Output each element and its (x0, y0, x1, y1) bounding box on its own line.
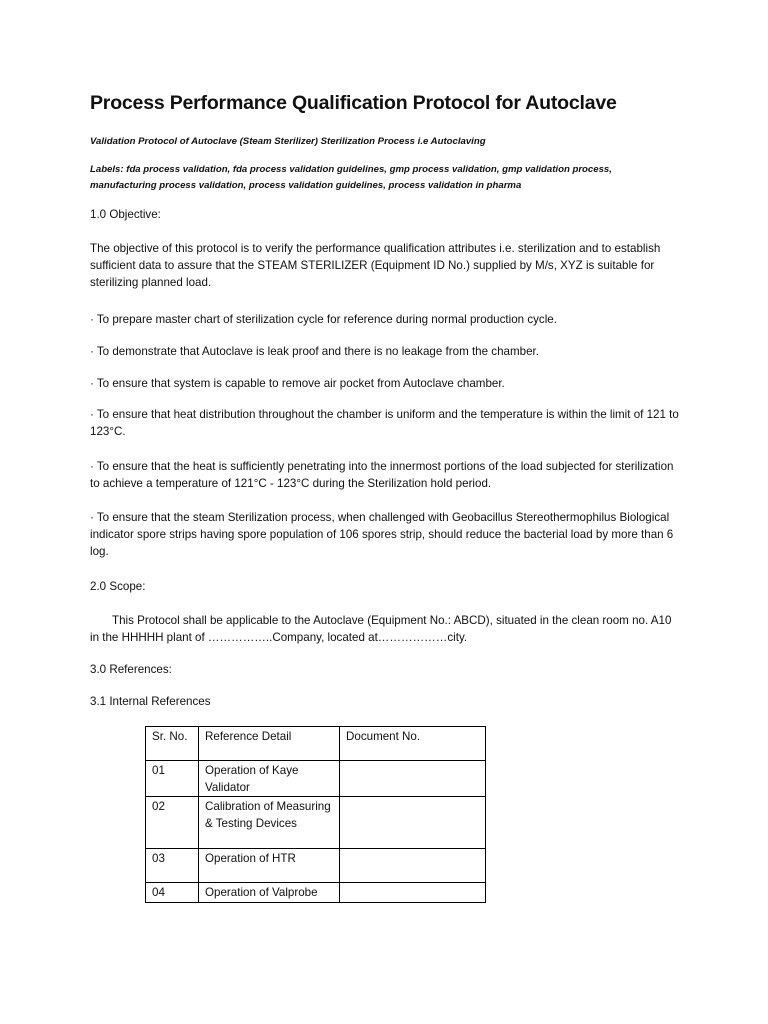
cell-document-no (340, 761, 486, 797)
header-sr-no: Sr. No. (146, 727, 199, 761)
objective-bullet-6: · To ensure that the steam Sterilization process, when challenged with Geobacillus Stereothermophilus Biological indicator spore strips having spore population of 106 spores strip, should reduce the bacterial load by more than 6 log. (90, 511, 674, 558)
cell-reference-detail: Operation of Valprobe (199, 883, 340, 903)
cell-reference-detail: Calibration of Measuring & Testing Devices (199, 797, 340, 849)
cell-document-no (340, 849, 486, 883)
objective-bullet-1: · To prepare master chart of sterilization cycle for reference during normal production cycle. (90, 313, 557, 326)
table-row (146, 797, 486, 849)
page-title: Process Performance Qualification Protocol for Autoclave (90, 92, 617, 114)
table-row (146, 849, 486, 883)
objective-bullet-2: · To demonstrate that Autoclave is leak proof and there is no leakage from the chamber. (90, 345, 539, 358)
cell-reference-detail: Operation of HTR (199, 849, 340, 883)
objective-heading: 1.0 Objective: (90, 208, 161, 221)
header-reference-detail: Reference Detail (199, 727, 340, 761)
cell-reference-detail: Operation of Kaye Validator (199, 761, 340, 797)
cell-sr-no: 04 (146, 883, 199, 903)
cell-sr-no: 03 (146, 849, 199, 883)
internal-references-heading: 3.1 Internal References (90, 695, 211, 708)
cell-document-no (340, 797, 486, 849)
header-document-no: Document No. (340, 727, 486, 761)
page-subtitle: Validation Protocol of Autoclave (Steam Sterilizer) Sterilization Process i.e Autoclaving (90, 136, 486, 147)
cell-document-no (340, 883, 486, 903)
scope-text: This Protocol shall be applicable to the Autoclave (Equipment No.: ABCD), situated in the clean room no. A10 in the HHHHH plant of ……………..Company, located at………………city. (90, 614, 672, 644)
cell-sr-no: 01 (146, 761, 199, 797)
table-row (146, 883, 486, 903)
references-heading: 3.0 References: (90, 663, 172, 676)
scope-heading: 2.0 Scope: (90, 580, 146, 593)
labels-line: Labels: fda process validation, fda process validation guidelines, gmp process validation, gmp validation process, manufacturing process validation, process validation guidelines, process validation in pharma (90, 164, 612, 191)
objective-bullet-5: · To ensure that the heat is sufficiently penetrating into the innermost portions of the load subjected for sterilization to achieve a temperature of 121°C - 123°C during the Sterilization hold period. (90, 460, 674, 490)
table-header-row (146, 727, 486, 761)
objective-intro: The objective of this protocol is to verify the performance qualification attributes i.e. sterilization and to establish sufficient data to assure that the STEAM STERILIZER (Equipment ID No.) supplied by M/s, XYZ is suitable for sterilizing planned load. (90, 242, 661, 289)
objective-bullet-3: · To ensure that system is capable to remove air pocket from Autoclave chamber. (90, 377, 505, 390)
objective-bullet-4: · To ensure that heat distribution throughout the chamber is uniform and the temperature is within the limit of 121 to 123°C. (90, 408, 679, 438)
internal-references-table (145, 726, 486, 903)
table-row (146, 761, 486, 797)
cell-sr-no: 02 (146, 797, 199, 849)
